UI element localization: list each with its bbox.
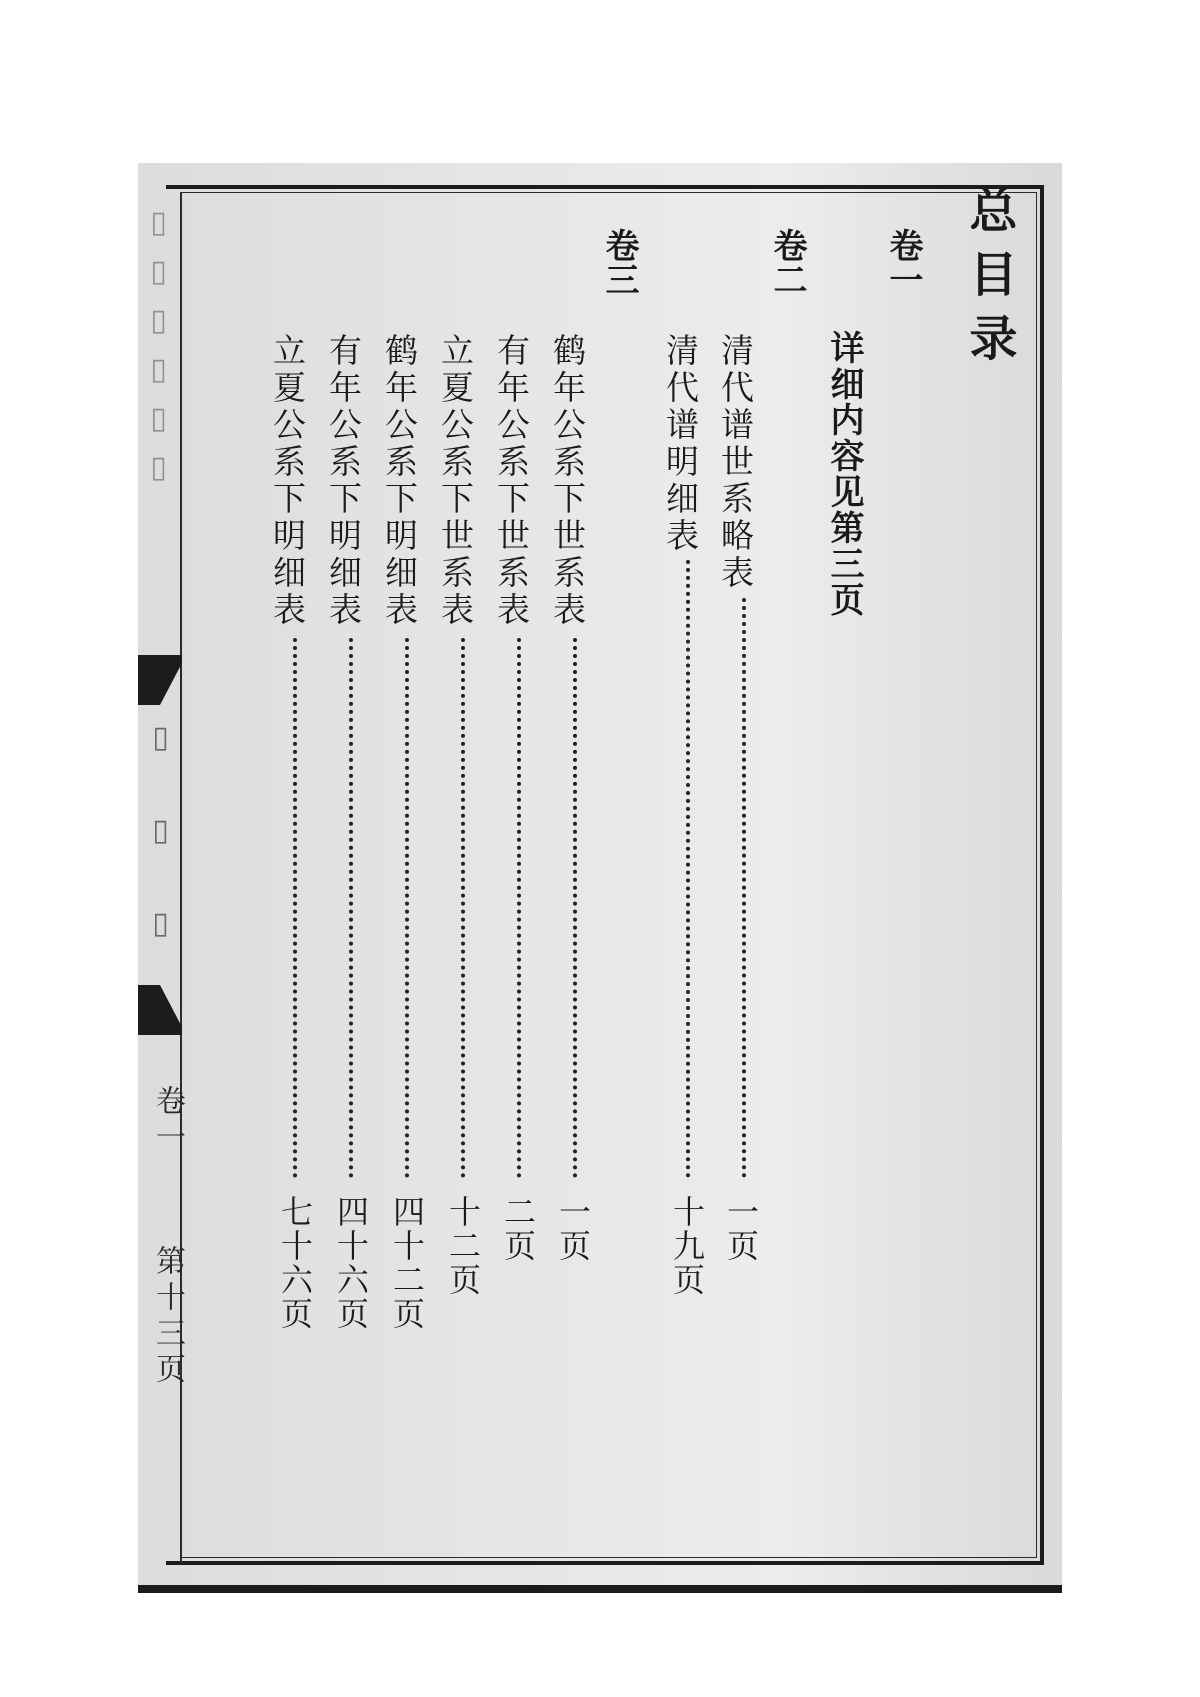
- toc-entry-label: 清代谱世系略表: [716, 333, 755, 592]
- toc-entry-label: 鹤年公系下世系表: [548, 333, 587, 629]
- page-title: 总目录: [961, 185, 1017, 377]
- toc-entry-page: 十二页: [444, 1195, 482, 1297]
- spine-volume: 卷一: [150, 1085, 185, 1157]
- toc-entry-label: 立夏公系下世系表: [436, 333, 475, 629]
- toc-entry-label: 有年公系下明细表: [324, 333, 363, 629]
- volume-1-heading: 卷一: [883, 228, 923, 296]
- leader-dots: [461, 638, 469, 1178]
- leader-dots: [405, 638, 413, 1178]
- volume-2-heading: 卷二: [767, 228, 807, 296]
- toc-entry-page: 四十二页: [388, 1195, 426, 1331]
- toc-entry-label: 清代谱明细表: [661, 333, 700, 555]
- toc-entry-label: 鹤年公系下明细表: [380, 333, 419, 629]
- leader-dots: [349, 638, 357, 1178]
- toc-entry-page: 十九页: [668, 1195, 706, 1297]
- toc-entry-page: 二页: [499, 1195, 537, 1263]
- volume-1-note: 详细内容见第三页: [824, 330, 864, 618]
- spine-genealogy-title: ▯▯▯▯▯▯: [141, 205, 176, 499]
- spine-hall-name: ▯▯▯: [143, 720, 178, 999]
- toc-entry-page: 一页: [554, 1195, 592, 1263]
- leader-dots: [742, 598, 750, 1178]
- leader-dots: [686, 560, 694, 1178]
- toc-entry-page: 四十六页: [332, 1195, 370, 1331]
- leader-dots: [573, 638, 581, 1178]
- toc-entry-page: 一页: [722, 1195, 760, 1263]
- leader-dots: [293, 638, 301, 1178]
- leader-dots: [517, 638, 525, 1178]
- toc-entry-label: 有年公系下世系表: [492, 333, 531, 629]
- bottom-rule: [138, 1585, 1062, 1593]
- toc-entry-label: 立夏公系下明细表: [268, 333, 307, 629]
- toc-entry-page: 七十六页: [276, 1195, 314, 1331]
- spine-page: 第十三页: [150, 1245, 185, 1389]
- volume-3-heading: 卷三: [599, 228, 639, 296]
